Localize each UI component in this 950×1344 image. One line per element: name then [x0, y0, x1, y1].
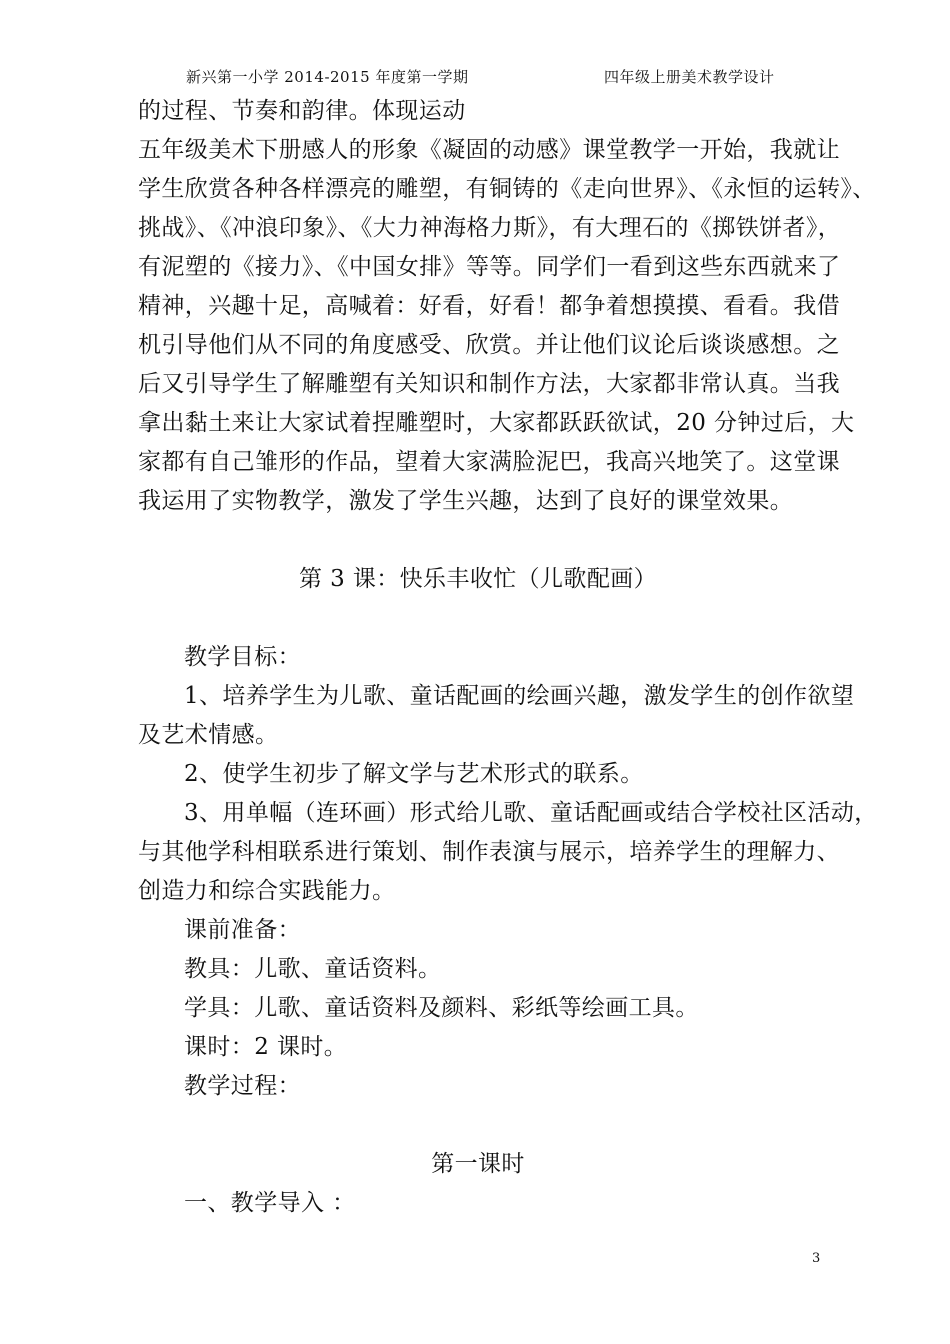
header-school-term: 新兴第一小学 2014-2015 年度第一学期 — [186, 68, 469, 86]
document-body — [138, 92, 878, 1223]
objective-3-line: 3、用单幅（连环画）形式给儿歌、童话配画或结合学校社区活动， — [184, 800, 878, 826]
teacher-tools: 教具：儿歌、童话资料。 — [184, 956, 442, 982]
objective-1-line: 及艺术情感。 — [138, 722, 279, 748]
objectives-heading: 教学目标： — [184, 644, 301, 670]
section-1-heading: 一、教学导入 ： — [184, 1190, 356, 1216]
text-line: 的过程、节奏和韵律。体现运动 — [138, 98, 466, 124]
objective-1-line: 1、培养学生为儿歌、童话配画的绘画兴趣，激发学生的创作欲望 — [184, 683, 855, 709]
text-line: 后又引导学生了解雕塑有关知识和制作方法，大家都非常认真。当我 — [138, 371, 840, 397]
spacer — [138, 1106, 818, 1145]
text-line: 拿出黏土来让大家试着捏雕塑时，大家都跃跃欲试，20 分钟过后，大 — [138, 410, 855, 436]
objective-3-line: 创造力和综合实践能力。 — [138, 878, 396, 904]
text-line: 精神，兴趣十足，高喊着：好看，好看！都争着想摸摸、看看。我借 — [138, 293, 840, 319]
page-number: 3 — [812, 1251, 821, 1266]
text-line: 机引导他们从不同的角度感受、欣赏。并让他们议论后谈谈感想。之 — [138, 332, 840, 358]
text-line: 挑战》、《冲浪印象》、《大力神海格力斯》，有大理石的《掷铁饼者》， — [138, 215, 842, 241]
prep-heading: 课前准备： — [184, 917, 301, 943]
text-line: 学生欣赏各种各样漂亮的雕塑，有铜铸的《走向世界》、《永恒的运转》、 — [138, 176, 876, 202]
class-hours: 课时：2 课时。 — [184, 1034, 348, 1060]
lesson-title: 第 3 课：快乐丰收忙（儿歌配画） — [298, 566, 658, 592]
objective-3-line: 与其他学科相联系进行策划、制作表演与展示，培养学生的理解力、 — [138, 839, 840, 865]
header-course-title: 四年级上册美术教学设计 — [604, 68, 775, 86]
text-line: 五年级美术下册感人的形象《凝固的动感》课堂教学一开始，我就让 — [138, 137, 840, 163]
spacer — [138, 599, 818, 638]
period-title: 第一课时 — [431, 1151, 525, 1177]
student-tools: 学具：儿歌、童话资料及颜料、彩纸等绘画工具。 — [184, 995, 699, 1021]
reflection-paragraph — [138, 92, 876, 521]
text-line: 有泥塑的《接力》、《中国女排》等等。同学们一看到这些东西就来了 — [138, 254, 841, 280]
spacer — [138, 521, 818, 560]
process-heading: 教学过程： — [184, 1073, 301, 1099]
objective-2: 2、使学生初步了解文学与艺术形式的联系。 — [184, 761, 644, 787]
text-line: 我运用了实物教学，激发了学生兴趣，达到了良好的课堂效果。 — [138, 488, 794, 514]
text-line: 家都有自己雏形的作品，望着大家满脸泥巴，我高兴地笑了。这堂课 — [138, 449, 840, 475]
header-rule — [130, 90, 820, 91]
